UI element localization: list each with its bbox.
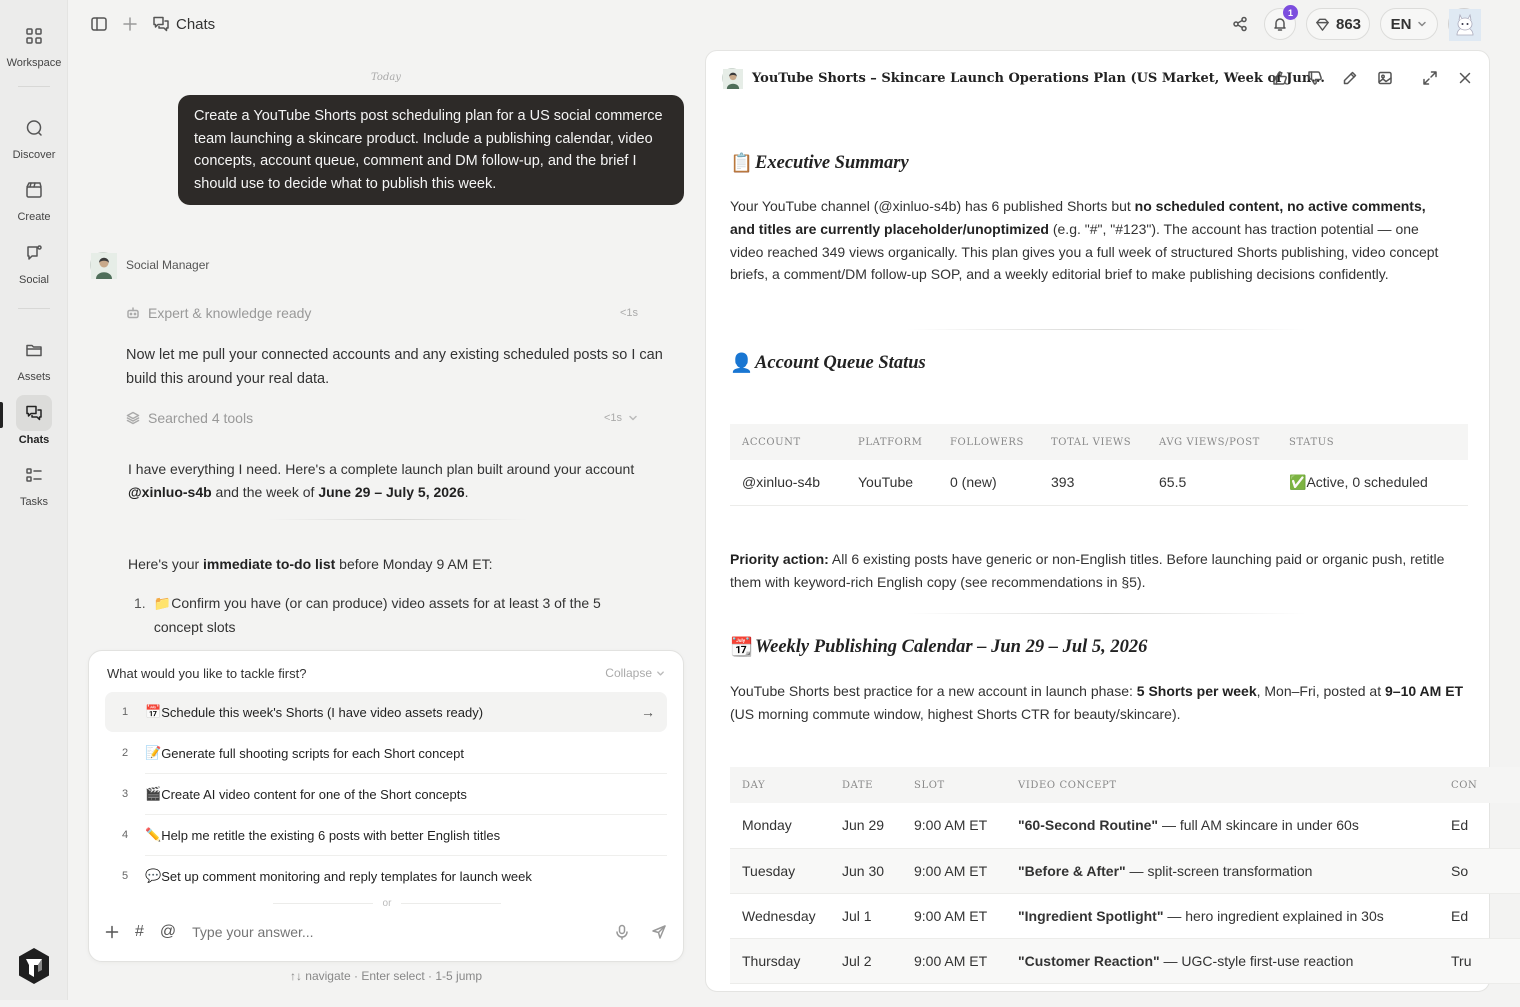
table-header-row [730, 767, 1520, 803]
option-4[interactable] [105, 815, 667, 855]
heading-text: Executive Summary [755, 153, 909, 173]
clapper-icon: 🎬 [145, 786, 162, 801]
rail-social-label: Social [19, 274, 49, 286]
status-time: <1s [603, 412, 622, 424]
option-number: 4 [121, 829, 129, 841]
divider [906, 613, 1306, 614]
rail-chats-label: Chats [18, 434, 50, 446]
section-heading-weekly-calendar [730, 636, 1147, 659]
rail-create[interactable] [0, 172, 68, 223]
calendar-intro-text [730, 680, 1470, 726]
rail-discover[interactable] [0, 110, 68, 161]
cell-total-views: 393 [1039, 460, 1147, 505]
clipboard-icon: 📋 [730, 154, 754, 174]
edit-icon[interactable] [1342, 70, 1358, 86]
memo-icon: 📝 [145, 745, 162, 760]
cell-extra: So [1439, 848, 1520, 893]
list-text [154, 591, 634, 639]
mention-icon[interactable]: @ [159, 923, 177, 940]
status-label: Expert & knowledge ready [148, 305, 312, 321]
column-header: SLOT [902, 767, 1006, 803]
divider [906, 329, 1306, 330]
text-span: , Mon–Fri, posted at [1256, 683, 1386, 699]
cell-date: Jul 1 [830, 893, 902, 938]
microphone-icon[interactable] [615, 924, 629, 940]
agent-avatar [90, 252, 116, 278]
chevron-down-icon [656, 669, 665, 678]
agent-name: Social Manager [126, 258, 210, 272]
rail-workspace[interactable] [0, 18, 68, 69]
document-actions [1272, 70, 1473, 86]
share-icon[interactable] [1226, 16, 1254, 32]
column-header: TOTAL VIEWS [1039, 424, 1147, 460]
cell-followers: 0 (new) [938, 460, 1039, 505]
sidebar-toggle-icon[interactable] [90, 15, 108, 33]
cell-date: Jun 30 [830, 848, 902, 893]
new-chat-icon[interactable] [122, 16, 138, 32]
concept-title: "Before & After" [1018, 862, 1126, 879]
concept-desc: — UGC-style first-use reaction [1159, 952, 1354, 969]
credits-button[interactable] [1306, 8, 1370, 40]
rail-tasks[interactable] [0, 457, 68, 508]
document-header [706, 51, 1489, 105]
thumbs-up-icon[interactable] [1272, 70, 1288, 86]
option-1[interactable] [105, 692, 667, 732]
text-span: YouTube Shorts best practice for a new account in launch phase: [730, 683, 1137, 699]
close-icon[interactable] [1457, 70, 1473, 86]
question-text: What would you like to tackle first? [107, 666, 307, 681]
text-span: (e.g. "#", "#123"). The account has traction potential — one video reached 349 views organically. This plan gives you a full week of structured Shorts publishing, video concept briefs, a comment/DM follow-up SOP, and a weekly editorial brief to make publishing decisions confidently. [730, 220, 1439, 283]
calendar-icon: 📅 [145, 704, 162, 719]
executive-summary-text [730, 195, 1450, 286]
option-number: 5 [121, 870, 129, 882]
user-message: Create a YouTube Shorts post scheduling plan for a US social commerce team launching a skincare product. Include a publishing calendar, video concepts, account queue, comment and DM follow-up, and the brief I should use to decide what to publish this week. [178, 95, 684, 205]
rail-divider [18, 308, 50, 309]
breadcrumb [152, 15, 215, 33]
diamond-icon [1315, 17, 1330, 32]
answer-input-row [105, 919, 667, 945]
cell-extra: Tru [1439, 938, 1520, 983]
chats-icon [152, 15, 170, 33]
or-separator: or [89, 898, 685, 909]
concept-title: "60-Second Routine" [1018, 817, 1159, 834]
robot-icon [126, 306, 140, 320]
cell-slot: 9:00 AM ET [902, 848, 1006, 893]
cell-date: Jun 29 [830, 803, 902, 848]
thumbs-down-icon[interactable] [1307, 70, 1323, 86]
calendar-table [730, 767, 1520, 984]
emphasis: 5 Shorts per week [1136, 683, 1257, 699]
cell-slot: 9:00 AM ET [902, 938, 1006, 983]
status-searched-tools[interactable] [126, 410, 638, 426]
text-span: Your YouTube channel (@xinluo-s4b) has 6 published Shorts but [730, 198, 1135, 214]
concept-desc: — full AM skincare in under 60s [1158, 817, 1359, 834]
check-icon: ✅ [1289, 473, 1307, 490]
user-avatar[interactable] [1448, 8, 1480, 40]
week-range: June 29 – July 5, 2026 [318, 483, 465, 500]
text-span: (US morning commute window, highest Shorts CTR for beauty/skincare). [730, 705, 1181, 722]
agent-avatar [722, 68, 742, 88]
speech-bubble-icon: 💬 [145, 868, 162, 883]
option-3[interactable] [105, 774, 667, 814]
rail-discover-label: Discover [12, 149, 56, 161]
todo-list-item [134, 591, 634, 639]
image-edit-icon[interactable] [1377, 70, 1393, 86]
list-number: 1. [134, 595, 146, 611]
option-number: 2 [121, 747, 129, 759]
send-icon[interactable] [651, 924, 667, 940]
discover-icon [16, 110, 52, 146]
option-number: 1 [121, 706, 129, 718]
text-span: Here's your [128, 556, 204, 572]
question-panel [88, 650, 684, 962]
emphasis: immediate to-do list [203, 556, 336, 572]
cell-day: Tuesday [730, 848, 830, 893]
divider [268, 519, 528, 520]
page-title: Chats [176, 15, 216, 33]
topbar-right [1226, 8, 1480, 40]
option-number: 3 [121, 788, 129, 800]
cell-status [1277, 460, 1468, 505]
cell-concept [1006, 848, 1439, 893]
option-label: Set up comment monitoring and reply templates for launch week [161, 868, 532, 884]
status-label: Searched 4 tools [148, 410, 254, 426]
credits-count: 863 [1335, 15, 1362, 33]
column-header: DAY [730, 767, 830, 803]
chat-thread [68, 50, 704, 650]
agent-paragraph: Now let me pull your connected accounts and any existing scheduled posts so I can build this around your real data. [126, 347, 663, 387]
layers-icon [126, 411, 140, 425]
cell-concept [1006, 893, 1439, 938]
option-label: Generate full shooting scripts for each Short concept [161, 745, 464, 761]
chats-icon [16, 395, 52, 431]
cell-concept [1006, 803, 1439, 848]
option-2[interactable] [105, 733, 667, 773]
chevron-down-icon [628, 413, 638, 423]
document-title: YouTube Shorts – Skincare Launch Operations Plan (US Market, Week of Jun... [752, 70, 1325, 86]
notification-badge: 1 [1283, 5, 1298, 20]
cell-avg-views: 65.5 [1147, 460, 1277, 505]
agent-header [90, 252, 209, 278]
heading-text: Account Queue Status [755, 353, 926, 373]
status-expert-ready[interactable] [126, 305, 638, 321]
cell-concept [1006, 938, 1439, 983]
rail-chats[interactable] [0, 395, 68, 446]
social-icon [16, 235, 52, 271]
column-header: DATE [830, 767, 902, 803]
concept-desc: — split-screen transformation [1125, 862, 1313, 879]
rail-assets-label: Assets [17, 371, 51, 383]
text-span: . [464, 483, 469, 500]
cell-day: Wednesday [730, 893, 830, 938]
account-handle: @xinluo-s4b [128, 483, 212, 500]
date-separator: Today [371, 72, 401, 83]
left-rail [0, 0, 68, 1000]
option-label: Schedule this week's Shorts (I have video assets ready) [161, 704, 484, 720]
rail-divider [18, 86, 50, 87]
hashtag-icon[interactable]: # [135, 923, 144, 940]
table-header-row [730, 424, 1468, 460]
cell-platform: YouTube [846, 460, 938, 505]
cell-extra: Ed [1439, 893, 1520, 938]
tasks-icon [16, 457, 52, 493]
column-header: ACCOUNT [730, 424, 846, 460]
calendar-icon: 📆 [730, 638, 754, 658]
account-queue-table [730, 424, 1468, 506]
option-5[interactable] [105, 856, 667, 896]
cell-date: Jul 2 [830, 938, 902, 983]
language-select[interactable] [1380, 8, 1438, 40]
cell-day: Thursday [730, 938, 830, 983]
section-heading-account-queue [730, 352, 926, 375]
table-row [730, 848, 1520, 893]
cell-slot: 9:00 AM ET [902, 893, 1006, 938]
rail-tasks-label: Tasks [19, 496, 49, 508]
emphasis: 9–10 AM ET [1385, 683, 1464, 699]
column-header: FOLLOWERS [938, 424, 1039, 460]
app-logo [16, 946, 52, 986]
rail-assets[interactable] [0, 332, 68, 383]
table-row [730, 460, 1468, 505]
keyboard-hint: ↑↓ navigate · Enter select · 1-5 jump [289, 969, 483, 983]
clapperboard-icon [16, 172, 52, 208]
text-span: and the week of [211, 483, 319, 500]
cell-extra: Ed [1439, 803, 1520, 848]
option-label: Help me retitle the existing 6 posts with better English titles [161, 827, 501, 843]
expand-icon[interactable] [1422, 70, 1438, 86]
pencil-icon: ✏️ [145, 827, 162, 842]
heading-text: Weekly Publishing Calendar – Jun 29 – Jul 5, 2026 [755, 637, 1148, 657]
folder-icon [16, 332, 52, 368]
agent-paragraph [128, 458, 648, 503]
cell-day: Monday [730, 803, 830, 848]
chevron-down-icon [1417, 19, 1427, 29]
person-icon: 👤 [730, 354, 754, 374]
text-span: Confirm you have (or can produce) video assets for at least 3 of the 5 concept slots [153, 595, 601, 635]
grid-icon [16, 18, 52, 54]
status-text: Active, 0 scheduled [1306, 473, 1428, 490]
emphasis: Priority action: [730, 551, 829, 567]
cell-slot: 9:00 AM ET [902, 803, 1006, 848]
column-header: AVG VIEWS/POST [1147, 424, 1277, 460]
notifications-button[interactable] [1264, 8, 1296, 40]
concept-title: "Customer Reaction" [1018, 952, 1160, 969]
collapse-label: Collapse [605, 666, 652, 680]
arrow-right-icon: → [641, 704, 655, 720]
status-time: <1s [619, 307, 638, 319]
cell-account: @xinluo-s4b [730, 460, 846, 505]
emphasis: no scheduled content, no active comments, and titles are currently placeholder/unoptimized [730, 198, 1426, 237]
column-header: CON [1439, 767, 1520, 803]
section-heading-executive-summary [730, 152, 909, 175]
agent-paragraph [128, 552, 688, 576]
topbar-left [90, 12, 215, 36]
rail-social[interactable] [0, 235, 68, 286]
concept-title: "Ingredient Spotlight" [1018, 907, 1164, 924]
text-span: before Monday 9 AM ET: [335, 556, 493, 572]
column-header: STATUS [1277, 424, 1468, 460]
table-row [730, 893, 1520, 938]
table-row [730, 803, 1520, 848]
text-span: All 6 existing posts have generic or non-English titles. Before launching paid or organic push, retitle them with keyword-rich English copy (see recommendations in §5). [730, 551, 1445, 590]
rail-workspace-label: Workspace [6, 57, 62, 69]
concept-desc: — hero ingredient explained in 30s [1163, 907, 1384, 924]
folder-emoji-icon: 📁 [153, 595, 172, 611]
answer-input[interactable] [192, 924, 532, 940]
calendar-table-wrapper[interactable] [730, 767, 1478, 1007]
language-value: EN [1390, 15, 1412, 33]
option-label: Create AI video content for one of the Short concepts [161, 786, 467, 802]
collapse-button[interactable] [605, 666, 665, 680]
plus-icon[interactable] [105, 925, 119, 939]
rail-create-label: Create [17, 211, 51, 223]
column-header: VIDEO CONCEPT [1006, 767, 1439, 803]
document-panel [705, 50, 1490, 992]
text-span: I have everything I need. Here's a complete launch plan built around your account [128, 461, 635, 477]
priority-action-text [730, 548, 1450, 594]
column-header: PLATFORM [846, 424, 938, 460]
table-row [730, 938, 1520, 983]
